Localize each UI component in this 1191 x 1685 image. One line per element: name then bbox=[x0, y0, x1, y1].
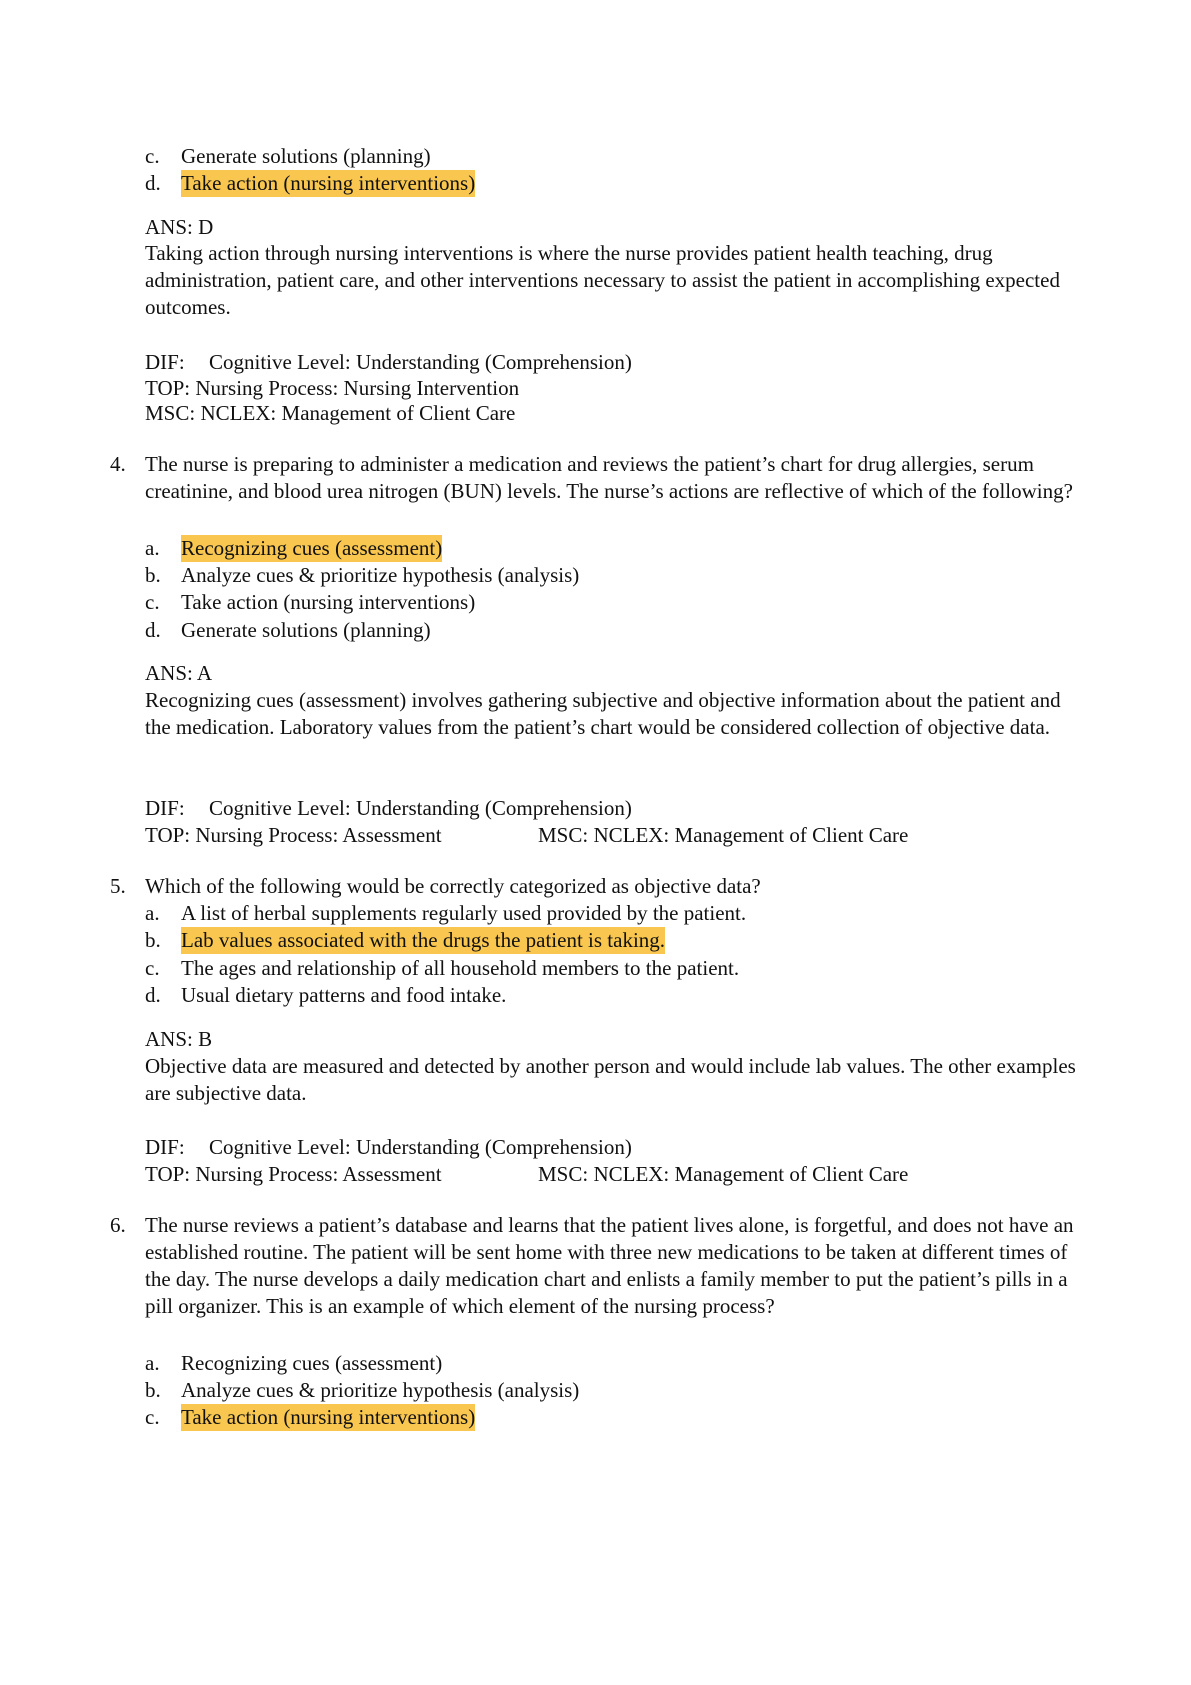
option-letter: d. bbox=[145, 983, 161, 1007]
q4-option-c bbox=[0, 589, 1191, 616]
q6-question: The nurse reviews a patient’s database and learns that the patient lives alone, is forgetful, and does not have an established routine. The patient will be sent home with three new medications to be taken at different times of the day. The nurse develops a daily medication chart and enlists a family member to put the patient’s pills in a pill organizer. This is an example of which element of the nursing process? bbox=[145, 1213, 1074, 1318]
option-letter: c. bbox=[145, 590, 160, 614]
q4-option-a bbox=[0, 535, 1191, 562]
option-text-highlighted: Take action (nursing interventions) bbox=[181, 171, 476, 195]
q6-number: 6. bbox=[110, 1213, 126, 1237]
option-text: Recognizing cues (assessment) bbox=[181, 1351, 443, 1375]
option-letter: c. bbox=[145, 956, 160, 980]
q3-option-d bbox=[0, 170, 1191, 197]
q3-option-c bbox=[0, 143, 1191, 170]
option-letter: b. bbox=[145, 1378, 161, 1402]
q4-number: 4. bbox=[110, 452, 126, 476]
dif-label: DIF: bbox=[145, 350, 185, 374]
q5-dif bbox=[145, 1134, 632, 1161]
q4-answer: ANS: A bbox=[145, 661, 213, 685]
dif-value: Cognitive Level: Understanding (Comprehension) bbox=[209, 1135, 632, 1159]
dif-value: Cognitive Level: Understanding (Comprehension) bbox=[209, 796, 632, 820]
q5-option-c bbox=[0, 955, 1191, 982]
option-letter: a. bbox=[145, 1351, 160, 1375]
option-letter: c. bbox=[145, 144, 160, 168]
q3-answer: ANS: D bbox=[145, 215, 214, 239]
option-text: Usual dietary patterns and food intake. bbox=[181, 983, 507, 1007]
option-text: Analyze cues & prioritize hypothesis (analysis) bbox=[181, 563, 580, 587]
q3-rationale: Taking action through nursing interventions is where the nurse provides patient health teaching, drug administration, patient care, and other interventions necessary to assist the patient in accomplishing expected outcomes. bbox=[145, 241, 1060, 319]
option-letter: b. bbox=[145, 563, 161, 587]
option-letter: d. bbox=[145, 618, 161, 642]
q6-option-c bbox=[0, 1404, 1191, 1431]
q5-number: 5. bbox=[110, 874, 126, 898]
q5-question: Which of the following would be correctly categorized as objective data? bbox=[145, 874, 761, 898]
q5-answer: ANS: B bbox=[145, 1027, 213, 1051]
option-letter: c. bbox=[145, 1405, 160, 1429]
option-text: Generate solutions (planning) bbox=[181, 618, 431, 642]
dif-value: Cognitive Level: Understanding (Comprehension) bbox=[209, 350, 632, 374]
q4-option-b bbox=[0, 562, 1191, 589]
option-text: Analyze cues & prioritize hypothesis (analysis) bbox=[181, 1378, 580, 1402]
option-letter: a. bbox=[145, 901, 160, 925]
q5-option-b bbox=[0, 927, 1191, 954]
option-text-highlighted: Recognizing cues (assessment) bbox=[181, 536, 443, 560]
q6-option-b bbox=[0, 1377, 1191, 1404]
q4-option-d bbox=[0, 617, 1191, 644]
q4-msc: MSC: NCLEX: Management of Client Care bbox=[538, 823, 909, 847]
q5-rationale: Objective data are measured and detected by another person and would include lab values. The other examples are subjective data. bbox=[145, 1054, 1076, 1105]
option-text: Take action (nursing interventions) bbox=[181, 590, 476, 614]
option-letter: d. bbox=[145, 171, 161, 195]
q5-top: TOP: Nursing Process: Assessment bbox=[145, 1162, 442, 1186]
dif-label: DIF: bbox=[145, 796, 185, 820]
q5-msc: MSC: NCLEX: Management of Client Care bbox=[538, 1162, 909, 1186]
q5-option-a bbox=[0, 900, 1191, 927]
q3-dif bbox=[145, 349, 632, 376]
q3-top: TOP: Nursing Process: Nursing Intervention bbox=[145, 376, 520, 400]
q4-rationale: Recognizing cues (assessment) involves gathering subjective and objective information about the patient and the medication. Laboratory values from the patient’s chart would be considered collection of objective data. bbox=[145, 688, 1061, 739]
option-letter: a. bbox=[145, 536, 160, 560]
option-text-highlighted: Take action (nursing interventions) bbox=[181, 1405, 476, 1429]
q4-question: The nurse is preparing to administer a medication and reviews the patient’s chart for drug allergies, serum creatinine, and blood urea nitrogen (BUN) levels. The nurse’s actions are reflective of which of the following? bbox=[145, 452, 1073, 503]
option-text-highlighted: Lab values associated with the drugs the patient is taking. bbox=[181, 928, 666, 952]
q6-option-a bbox=[0, 1350, 1191, 1377]
q5-option-d bbox=[0, 982, 1191, 1009]
option-text: Generate solutions (planning) bbox=[181, 144, 431, 168]
q4-dif bbox=[145, 795, 632, 822]
q4-top: TOP: Nursing Process: Assessment bbox=[145, 823, 442, 847]
option-letter: b. bbox=[145, 928, 161, 952]
dif-label: DIF: bbox=[145, 1135, 185, 1159]
option-text: A list of herbal supplements regularly used provided by the patient. bbox=[181, 901, 747, 925]
q3-msc: MSC: NCLEX: Management of Client Care bbox=[145, 401, 516, 425]
option-text: The ages and relationship of all household members to the patient. bbox=[181, 956, 740, 980]
